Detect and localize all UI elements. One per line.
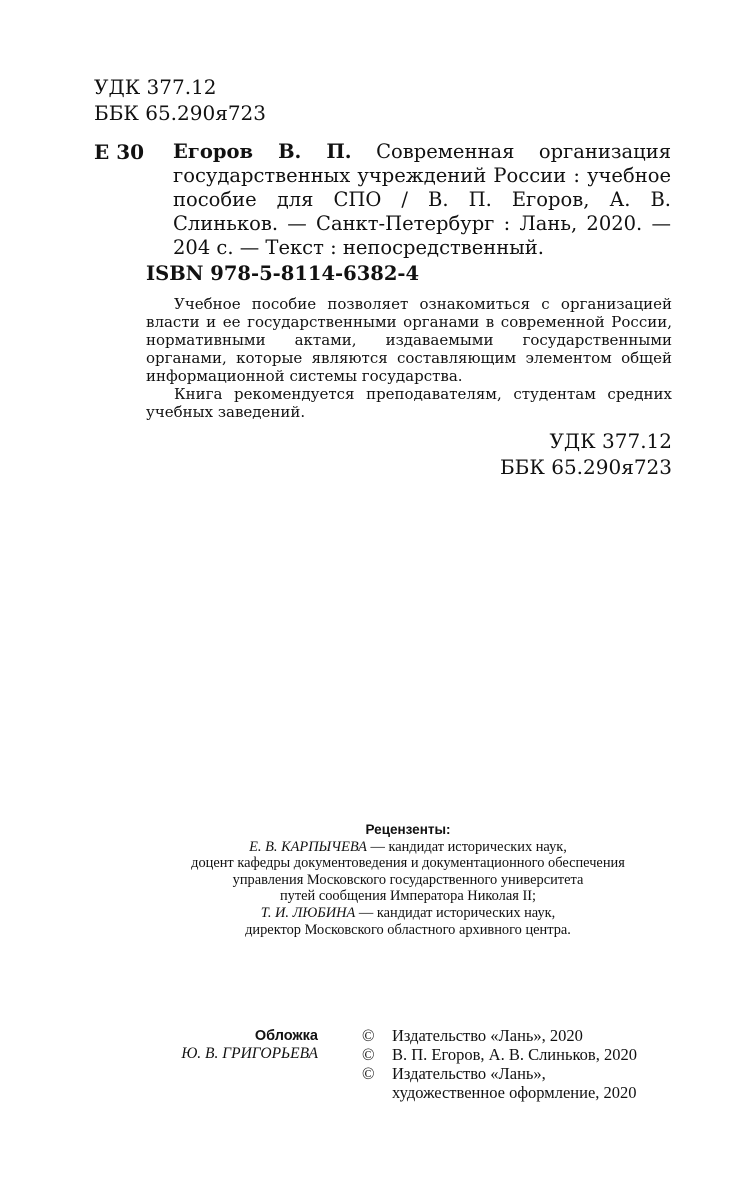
reviewer-line: директор Московского областного архивного центра. xyxy=(245,921,571,938)
copyright-text: Издательство «Лань», 2020 xyxy=(392,1026,583,1045)
udk-code: УДК 377.12 xyxy=(549,429,672,453)
bib-description: Современная организация государственных учреждений России : учебное пособие для СПО / В. П. Егоров, А. В. Слиньков. — Санкт-Петербург : Лань, 2020. — 204 с. — Текст : непосредственный. xyxy=(173,140,671,259)
bibliographic-entry xyxy=(173,140,671,260)
reviewer-name: Е. В. КАРПЫЧЕВА xyxy=(249,838,367,855)
copyright-text: художественное оформление, 2020 xyxy=(392,1083,637,1102)
isbn: ISBN 978-5-8114-6382-4 xyxy=(146,262,420,285)
bbk-code: ББК 65.290я723 xyxy=(94,101,267,125)
abstract-paragraph: Книга рекомендуется преподавателям, студентам средних учебных заведений. xyxy=(146,385,672,421)
abstract-paragraph: Учебное пособие позволяет ознакомиться с организацией власти и ее государственными органами в современной России, нормативными актами, издаваемыми государственными органами, которые являются составляющим элементом общей информационной системы государства. xyxy=(146,295,672,385)
copyright-row xyxy=(362,1083,682,1102)
classification-codes-top xyxy=(94,74,266,126)
copyright-row xyxy=(362,1045,682,1064)
reviewer-line xyxy=(120,839,696,856)
copyright-row xyxy=(362,1064,682,1083)
copyright-text: В. П. Егоров, А. В. Слиньков, 2020 xyxy=(392,1045,637,1064)
copyright-icon: © xyxy=(362,1045,375,1064)
reviewer-degree: — кандидат исторических наук, xyxy=(366,838,567,855)
reviewer-degree: — кандидат исторических наук, xyxy=(355,904,556,921)
copyright-icon: © xyxy=(362,1026,375,1045)
reviewer-name: Т. И. ЛЮБИНА xyxy=(260,904,356,921)
copyright-row xyxy=(362,1026,682,1045)
udk-code: УДК 377.12 xyxy=(94,75,217,99)
cover-credit xyxy=(120,1027,318,1063)
reviewers-block xyxy=(120,822,696,938)
cover-artist: Ю. В. ГРИГОРЬЕВА xyxy=(181,1045,318,1062)
copyright-text: Издательство «Лань», xyxy=(392,1064,546,1083)
bib-author: Егоров В. П. xyxy=(173,140,352,163)
copyright-block xyxy=(362,1026,682,1102)
author-mark: Е 30 xyxy=(94,140,145,164)
cover-label: Обложка xyxy=(254,1028,318,1044)
reviewer-line: доцент кафедры документоведения и документационного обеспечения xyxy=(191,855,625,872)
reviewer-line xyxy=(120,905,696,922)
abstract xyxy=(146,295,672,421)
bbk-code: ББК 65.290я723 xyxy=(499,455,672,479)
classification-codes-bottom xyxy=(500,428,672,480)
reviewer-line: путей сообщения Императора Николая II; xyxy=(279,888,537,905)
reviewer-line: управления Московского государственного университета xyxy=(232,871,584,888)
copyright-icon: © xyxy=(362,1064,375,1083)
reviewers-heading: Рецензенты: xyxy=(365,822,451,837)
